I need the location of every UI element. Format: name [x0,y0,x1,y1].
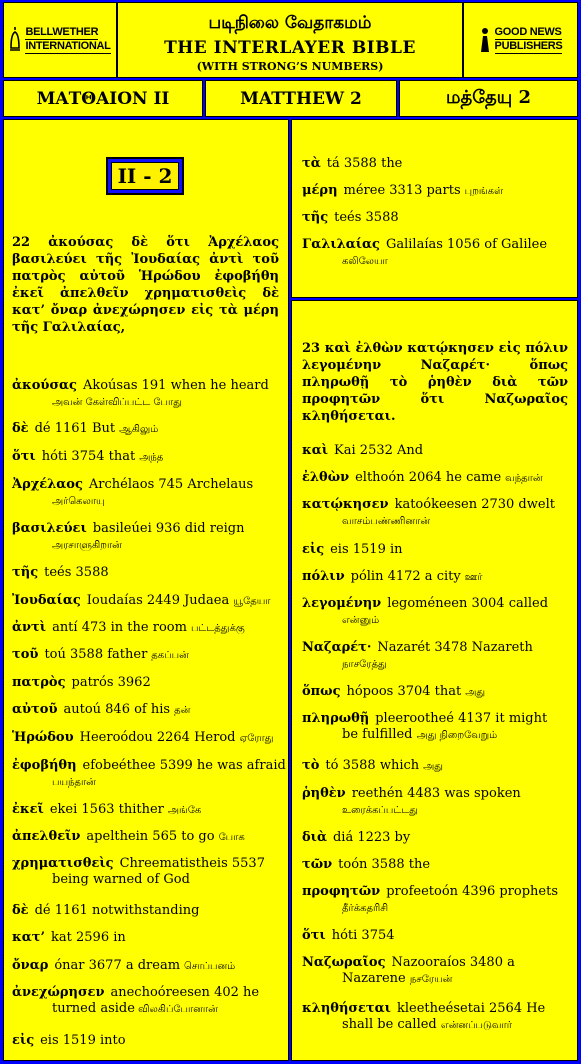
word-gloss: pólin 4172 a city [350,569,461,584]
word-gloss: basileúei 936 did reign [92,521,245,536]
word-gloss: toón 3588 the [338,857,431,872]
gloss-continued [12,1001,259,1018]
gloss-continued [302,727,547,744]
tamil-gloss: ஏரோது [239,733,274,744]
word-entry [12,856,265,888]
greek-word: χρηματισθεὶς [12,856,114,871]
tamil-gloss: என்னும் [342,615,380,626]
bell-icon [9,26,21,54]
tamil-gloss: அது நிறைவேறும் [416,730,498,741]
greek-word: ἀντὶ [12,620,47,635]
word-gloss: kat 2596 in [51,930,126,945]
word-gloss: diá 1223 by [332,830,411,845]
greek-word: ἐκεῖ [12,802,44,817]
logo-right-line2: PUBLISHERS [494,40,563,52]
word-gloss: Heeroódou 2264 Herod [79,730,236,745]
word-entry [12,758,286,791]
word-gloss: profeetoón 4396 prophets [386,884,559,899]
word-gloss: méree 3313 parts [343,183,461,198]
greek-word: καὶ [302,443,329,458]
word-entry [302,857,430,873]
word-gloss: Nazarét 3478 Nazareth [377,640,533,655]
word-entry [302,443,423,459]
book-english: MATTHEW 2 [206,81,396,116]
title-box [118,3,462,77]
tamil-gloss: போக [218,832,245,843]
word-entry [12,985,259,1018]
word-gloss: patrós 3962 [71,675,151,690]
tamil-gloss: விலகிப்போனான் [134,1004,218,1015]
tamil-gloss: அது [465,687,486,698]
word-entry [302,183,503,200]
greek-word: Ἡρώδου [12,730,74,745]
word-gloss: Ioudaías 2449 Judaea [86,593,230,608]
greek-word: ὅτι [12,449,36,464]
title-tamil: படிநிலை வேதாகமம் [208,13,372,33]
tamil-gloss: நசரேயன் [409,974,453,985]
word-entry [302,596,548,629]
word-gloss: apelthein 565 to go [86,829,215,844]
word-entry [302,569,483,586]
word-entry [12,620,245,637]
word-gloss: Akoúsas 191 when he heard [82,378,269,393]
gloss-continued [302,1017,545,1034]
word-gloss: Chreematistheis 5537 [119,856,265,871]
greek-word: τὸ [302,758,320,773]
word-entry [12,477,253,510]
gloss-continued [12,537,245,554]
word-entry [302,210,399,226]
gloss-continued-text: being warned of God [52,872,190,887]
tamil-gloss: புறங்கள் [464,186,504,197]
word-gloss: Archélaos 745 Archelaus [88,477,254,492]
gloss-continued-text: turned aside [52,1001,135,1016]
gloss-continued [302,802,521,819]
tamil-gloss: வந்தான் [505,473,543,484]
greek-word: ὅτι [302,928,326,943]
logo-left-line2: INTERNATIONAL [25,40,111,52]
greek-word: Γαλιλαίας [302,237,380,252]
word-gloss: efobeéthee 5399 he was afraid [82,758,286,773]
greek-word: Ναζαρέτ· [302,640,372,655]
logo-right-box [464,3,577,77]
word-entry [302,684,485,701]
word-gloss: hópoos 3704 that [346,684,462,699]
word-entry [302,237,547,270]
gloss-continued [302,253,547,270]
logo-left-box [4,3,116,77]
greek-word: αὐτοῦ [12,702,58,717]
greek-word: δὲ [12,903,29,918]
word-entry [12,903,199,919]
word-gloss: teés 3588 [44,565,109,580]
word-gloss: dé 1161 notwithstanding [34,903,200,918]
word-entry [12,647,189,664]
greek-word: κληθήσεται [302,1001,391,1016]
greek-word: Ἀρχέλαος [12,477,83,492]
chapter-verse-badge [106,157,184,195]
greek-word: βασιλεύει [12,521,87,536]
word-entry [302,470,543,487]
gloss-continued [302,900,558,917]
tamil-gloss: தன் [174,705,191,716]
gloss-continued-text: Nazarene [342,971,410,986]
title-main: THE INTERLAYER BIBLE [164,38,416,58]
word-gloss: reethén 4483 was spoken [351,786,521,801]
tamil-gloss: பட்டத்துக்கு [190,623,245,634]
word-gloss: kleetheésetai 2564 He [396,1001,546,1016]
tamil-gloss: ஆகிலும் [119,424,159,435]
tamil-gloss: தகப்பன் [151,650,189,661]
word-gloss: toú 3588 father [44,647,148,662]
right-top-panel [292,120,577,297]
greek-word: τῆς [302,210,329,225]
word-entry [302,497,555,530]
word-gloss: tá 3588 the [326,156,403,171]
word-gloss: teés 3588 [334,210,399,225]
greek-word: Ἰουδαίας [12,593,81,608]
greek-word: δὲ [12,421,29,436]
word-entry [302,758,443,775]
word-entry [12,702,190,719]
word-gloss: eis 1519 into [40,1033,126,1048]
tamil-gloss: ஊர் [464,572,483,583]
word-entry [12,829,245,846]
verse-22-text: 22 ἀκούσας δὲ ὅτι Ἀρχέλαος βασιλεύει τῆς Ἰουδαίας ἀντὶ τοῦ πατρὸς αὐτοῦ Ἡρώδου ἐφοβήθη ἐκεῖ ἀπελθεῖν χρηματισθεὶς δὲ κατ’ ὄναρ ἀνεχώρησεν εἰς τὰ μέρη τῆς Γαλιλαίας, [12,235,279,335]
gloss-continued [302,513,555,530]
tamil-gloss: நாசரேத்து [342,659,387,670]
word-gloss: elthoón 2064 he came [355,470,502,485]
logo-right-line1: GOOD NEWS [494,26,562,38]
good-news-logo [479,26,563,54]
word-entry [12,930,126,946]
greek-word: μέρη [302,183,338,198]
word-gloss: hóti 3754 [331,928,395,943]
tamil-gloss: அரசாளுகிறான் [52,540,122,551]
word-entry [302,955,515,988]
word-entry [302,1001,545,1034]
word-entry [302,928,395,944]
word-entry [12,730,273,747]
greek-word: κατῴκησεν [302,497,389,512]
word-entry [12,802,201,819]
word-gloss: Kai 2532 And [334,443,424,458]
greek-word: τοῦ [12,647,39,662]
tamil-gloss: கலிலேயா [342,256,388,267]
greek-word: πατρὸς [12,675,66,690]
word-gloss: tó 3588 which [325,758,420,773]
word-entry [302,884,558,917]
tamil-gloss: உரைக்கப்பட்டது [342,805,418,816]
gloss-continued-text: be fulfilled [342,727,417,742]
badge-label: II - 2 [117,164,173,188]
word-entry [302,542,403,558]
tamil-gloss: யூதேயா [233,596,271,607]
word-entry [302,711,547,744]
greek-word: λεγομένην [302,596,382,611]
gloss-continued [302,971,515,988]
greek-word: πληρωθῇ [302,711,370,726]
word-entry [302,786,521,819]
greek-word: εἰς [12,1033,35,1048]
greek-word: ἀνεχώρησεν [12,985,105,1000]
tamil-gloss: சொப்பனம் [184,961,236,972]
book-tamil: மத்தேயு 2 [400,81,577,116]
greek-word: ἀκούσας [12,378,77,393]
greek-word: τὰ [302,156,321,171]
gloss-continued [302,612,548,629]
tamil-gloss: அவன் கேள்விப்பட்ட போது [52,397,182,408]
logo-left-line1: BELLWETHER [25,26,99,38]
greek-word: ἐλθὼν [302,470,350,485]
word-entry [302,640,533,673]
word-gloss: ónar 3677 a dream [54,958,181,973]
tamil-gloss: அந்த [139,452,164,463]
word-entry [12,565,109,581]
word-gloss: katoókeesen 2730 dwelt [394,497,555,512]
gloss-continued [12,872,265,888]
word-gloss: ekei 1563 thither [49,802,164,817]
tamil-gloss: வாசம்பண்ணினான் [342,516,431,527]
tamil-gloss: தீர்க்கதரிசி [342,903,389,914]
gloss-continued [302,656,533,673]
word-entry [12,421,158,438]
word-gloss: Galilaías 1056 of Galilee [385,237,548,252]
verse-23-text: 23 καὶ ἐλθὼν κατῴκησεν εἰς πόλιν λεγομένην Ναζαρέτ· ὅπως πληρωθῇ τὸ ῥηθὲν διὰ τῶν προφητῶν ὅτι Ναζωραῖος κληθήσεται. [302,341,568,424]
greek-word: ἀπελθεῖν [12,829,81,844]
word-entry [12,675,151,691]
greek-word: τῆς [12,565,39,580]
greek-word: ὅπως [302,684,341,699]
title-sub: (WITH STRONG’S NUMBERS) [196,60,384,73]
tamil-gloss: அர்கெலாயு [52,496,105,507]
greek-word: ἐφοβήθη [12,758,77,773]
word-gloss: autoú 846 of his [63,702,171,717]
word-gloss: dé 1161 But [34,421,116,436]
word-entry [12,958,235,975]
word-entry [302,830,410,846]
word-entry [302,156,402,172]
tamil-gloss: அங்கே [167,805,202,816]
word-gloss: pleerootheé 4137 it might [375,711,548,726]
gloss-continued [12,394,269,411]
greek-word: κατ’ [12,930,46,945]
tamil-gloss: என்னப்படுவார் [440,1020,512,1031]
person-icon [479,26,491,54]
word-entry [12,521,245,554]
word-entry [12,1033,126,1049]
greek-word: διὰ [302,830,327,845]
book-greek: ΜΑΤΘΑΙΟΝ II [4,81,202,116]
greek-word: προφητῶν [302,884,381,899]
tamil-gloss: பயந்தான் [52,777,96,788]
word-gloss: hóti 3754 that [41,449,136,464]
word-entry [12,593,271,610]
greek-word: τῶν [302,857,333,872]
greek-word: εἰς [302,542,325,557]
greek-word: ῥηθὲν [302,786,346,801]
word-gloss: antí 473 in the room [52,620,187,635]
greek-word: πόλιν [302,569,345,584]
word-gloss: eis 1519 in [330,542,403,557]
word-gloss: legoméneen 3004 called [387,596,549,611]
tamil-gloss: அது [423,761,443,772]
word-gloss: anechoóreesen 402 he [110,985,260,1000]
word-entry [12,378,269,411]
gloss-continued-text: shall be called [342,1017,441,1032]
greek-word: Ναζωραῖος [302,955,386,970]
bellwether-logo [9,26,110,54]
word-gloss: Nazooraíos 3480 a [391,955,515,970]
gloss-continued [12,774,286,791]
greek-word: ὄναρ [12,958,49,973]
gloss-continued [12,493,253,510]
word-entry [12,449,163,466]
